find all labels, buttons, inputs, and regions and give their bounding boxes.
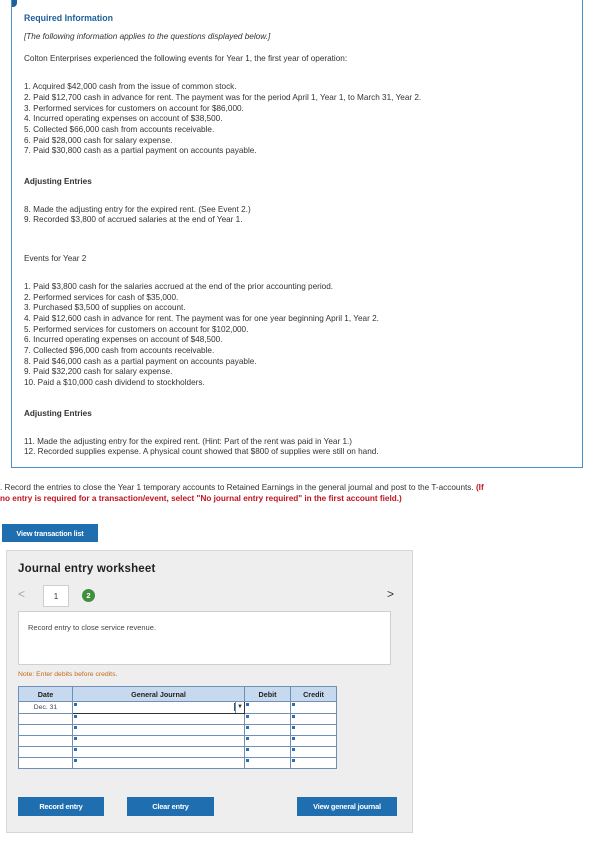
adjusting-title-1: Adjusting Entries (24, 177, 92, 187)
item-text: Performed services for cash of $35,000. (33, 292, 179, 302)
credit-input[interactable] (291, 736, 337, 747)
item-number: 2. (24, 292, 31, 302)
field-marker-icon (74, 715, 77, 718)
question-instruction (0, 483, 612, 504)
list-item (24, 146, 569, 157)
entry-prompt-box (18, 611, 391, 665)
list-item (24, 447, 569, 458)
list-item (24, 378, 569, 389)
item-text: Recorded supplies expense. A physical count showed that $800 of supplies were still on hand. (37, 447, 379, 457)
item-text: Paid $32,200 cash for salary expense. (33, 367, 173, 377)
page-tab-2[interactable]: 2 (82, 589, 95, 602)
list-item (24, 125, 569, 136)
list-item (24, 136, 569, 147)
list-item (24, 437, 569, 448)
field-marker-icon (246, 715, 249, 718)
field-marker-icon (74, 737, 77, 740)
item-text: Paid $12,600 cash in advance for rent. The payment was for one year beginning April 1, Year 2. (33, 313, 379, 323)
table-row (19, 714, 337, 725)
item-text: Paid a $10,000 cash dividend to stockholders. (37, 378, 205, 388)
debits-note: Note: Enter debits before credits. (18, 671, 118, 678)
record-entry-button[interactable]: Record entry (18, 797, 104, 816)
list-item (24, 357, 569, 368)
list-item (24, 93, 569, 104)
list-item (24, 205, 569, 216)
year2-title: Events for Year 2 (24, 254, 87, 264)
list-item (24, 215, 569, 226)
item-text: Made the adjusting entry for the expired rent. (Hint: Part of the rent was paid in Year 1.) (37, 436, 353, 446)
info-panel (11, 0, 583, 468)
field-marker-icon (74, 703, 77, 706)
debit-input[interactable] (245, 714, 291, 725)
item-text: Incurred operating expenses on account of $48,500. (33, 335, 223, 345)
table-row (19, 758, 337, 769)
debit-input[interactable] (245, 725, 291, 736)
item-number: 5. (24, 124, 31, 134)
item-text: Paid $28,000 cash for salary expense. (33, 135, 173, 145)
view-transaction-list-button[interactable]: View transaction list (2, 524, 98, 542)
item-number: 11. (24, 436, 35, 446)
item-number: 7. (24, 346, 31, 356)
credit-input[interactable] (291, 747, 337, 758)
list-item (24, 303, 569, 314)
item-text: Performed services for customers on account for $86,000. (33, 103, 244, 113)
item-text: Paid $12,700 cash in advance for rent. The payment was for the period April 1, Year 1, to March 31, Year 2. (33, 92, 422, 102)
account-select[interactable] (73, 747, 245, 758)
field-marker-icon (246, 726, 249, 729)
item-number: 1. (24, 281, 31, 291)
debit-input[interactable] (245, 736, 291, 747)
page-tab-1[interactable]: 1 (43, 585, 69, 607)
credit-input[interactable] (291, 758, 337, 769)
account-select[interactable] (73, 758, 245, 769)
field-marker-icon (292, 715, 295, 718)
credit-input[interactable] (291, 714, 337, 725)
item-text: Made the adjusting entry for the expired rent. (See Event 2.) (33, 204, 251, 214)
credit-input[interactable] (291, 702, 337, 714)
header-credit: Credit (291, 687, 337, 702)
item-number: 2. (24, 92, 31, 102)
date-cell[interactable] (19, 736, 73, 747)
account-select[interactable] (73, 714, 245, 725)
table-row (19, 702, 337, 714)
adjusting-title-2: Adjusting Entries (24, 408, 92, 418)
item-number: 3. (24, 303, 31, 313)
field-marker-icon (74, 726, 77, 729)
item-text: Paid $3,800 cash for the salaries accrued at the end of the prior accounting period. (33, 281, 334, 291)
info-content (24, 13, 569, 458)
year2-adjusting-list (24, 437, 569, 458)
caret (234, 703, 235, 711)
list-item (24, 104, 569, 115)
debit-input[interactable] (245, 747, 291, 758)
field-marker-icon (292, 703, 295, 706)
item-number: 8. (24, 204, 31, 214)
header-date: Date (19, 687, 73, 702)
field-marker-icon (246, 748, 249, 751)
dropdown-arrow-icon[interactable]: ▼ (235, 702, 244, 713)
list-item (24, 346, 569, 357)
item-text: Purchased $3,500 of supplies on account. (33, 303, 186, 313)
item-number: 6. (24, 135, 31, 145)
instruction-main: . Record the entries to close the Year 1 temporary accounts to Retained Earnings in the general journal and post to the T-accounts. (0, 483, 474, 492)
year1-events-list (24, 82, 569, 157)
list-item (24, 367, 569, 378)
item-text: Recorded $3,800 of accrued salaries at the end of Year 1. (33, 215, 243, 225)
field-marker-icon (246, 737, 249, 740)
date-cell[interactable] (19, 747, 73, 758)
field-marker-icon (292, 737, 295, 740)
item-number: 4. (24, 114, 31, 124)
item-number: 9. (24, 215, 31, 225)
journal-entry-worksheet (6, 550, 413, 833)
item-text: Collected $66,000 cash from accounts receivable. (33, 124, 215, 134)
corner-badge (12, 0, 17, 7)
list-item (24, 282, 569, 293)
item-number: 5. (24, 324, 31, 334)
credit-input[interactable] (291, 725, 337, 736)
instruction-red-2: no entry is required for a transaction/event, select "No journal entry required" in the first account field.) (0, 493, 402, 503)
debit-input[interactable] (245, 702, 291, 714)
list-item (24, 82, 569, 93)
prev-arrow-icon[interactable]: < (18, 587, 26, 601)
next-arrow-icon[interactable]: > (387, 587, 395, 601)
date-cell[interactable] (19, 758, 73, 769)
list-item (24, 314, 569, 325)
date-value: Dec. 31 (33, 704, 58, 711)
field-marker-icon (74, 748, 77, 751)
table-row (19, 747, 337, 758)
field-marker-icon (246, 759, 249, 762)
journal-table (18, 686, 337, 769)
header-debit: Debit (245, 687, 291, 702)
table-row (19, 736, 337, 747)
field-marker-icon (246, 703, 249, 706)
account-select[interactable] (73, 736, 245, 747)
year1-adjusting-list (24, 205, 569, 226)
field-marker-icon (292, 726, 295, 729)
list-item (24, 325, 569, 336)
field-marker-icon (74, 759, 77, 762)
item-number: 9. (24, 367, 31, 377)
list-item (24, 335, 569, 346)
table-row (19, 725, 337, 736)
item-number: 7. (24, 146, 31, 156)
field-marker-icon (292, 759, 295, 762)
year2-events-list (24, 282, 569, 389)
account-select[interactable] (73, 725, 245, 736)
required-title: Required Information (24, 13, 113, 23)
instruction-red-1: (If (475, 483, 484, 492)
date-cell[interactable] (19, 702, 73, 714)
list-item (24, 293, 569, 304)
item-number: 12. (24, 447, 36, 457)
field-marker-icon (292, 748, 295, 751)
item-text: Incurred operating expenses on account of $38,500. (33, 114, 223, 124)
clear-entry-button[interactable]: Clear entry (127, 797, 214, 816)
header-general-journal: General Journal (73, 687, 245, 702)
worksheet-title: Journal entry worksheet (18, 563, 156, 575)
item-text: Performed services for customers on account for $102,000. (33, 324, 249, 334)
debit-input[interactable] (245, 758, 291, 769)
date-cell[interactable] (19, 714, 73, 725)
item-text: Acquired $42,000 cash from the issue of common stock. (32, 82, 237, 92)
item-number: 1. (24, 82, 31, 92)
view-general-journal-button[interactable]: View general journal (297, 797, 397, 816)
item-number: 8. (24, 356, 31, 366)
date-cell[interactable] (19, 725, 73, 736)
info-italic-note: [The following information applies to the questions displayed below.] (24, 31, 271, 41)
item-number: 3. (24, 103, 31, 113)
account-select[interactable] (73, 702, 245, 714)
entry-prompt: Record entry to close service revenue. (28, 623, 156, 632)
item-number: 6. (24, 335, 31, 345)
item-number: 10. (24, 378, 36, 388)
item-text: Paid $30,800 cash as a partial payment on accounts payable. (33, 146, 257, 156)
item-number: 4. (24, 313, 31, 323)
list-item (24, 114, 569, 125)
info-intro: Colton Enterprises experienced the following events for Year 1, the first year of operation: (24, 54, 348, 64)
item-text: Paid $46,000 cash as a partial payment on accounts payable. (33, 356, 257, 366)
item-text: Collected $96,000 cash from accounts receivable. (33, 346, 215, 356)
